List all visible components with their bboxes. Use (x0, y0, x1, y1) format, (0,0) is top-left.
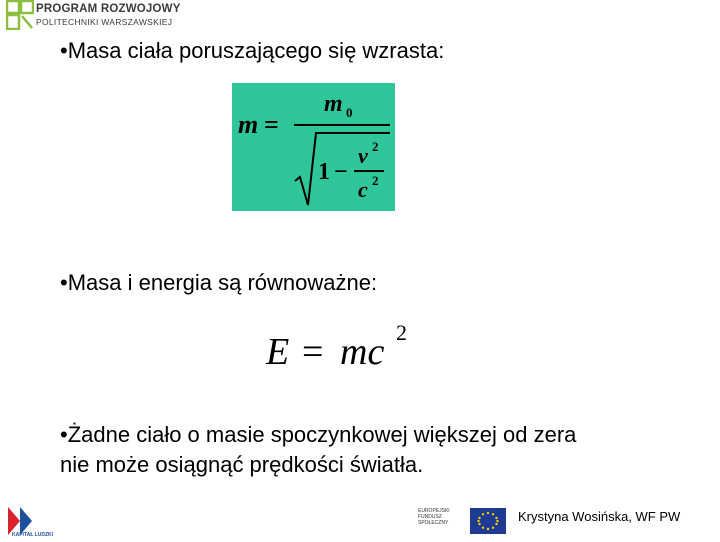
formula-eq: = (264, 110, 279, 139)
formula-svg (232, 83, 395, 211)
bullet-mass-energy: •Masa i energia są równoważne: (60, 270, 378, 295)
relativistic-mass-formula (232, 83, 395, 211)
formula-lhs: m (238, 110, 259, 139)
kapital-ludzki-icon (6, 505, 56, 537)
formula-v: v (358, 143, 368, 168)
formula2-mc: mc (340, 331, 385, 372)
bullet-mass-increases: •Masa ciała poruszającego się wzrasta: (60, 38, 445, 63)
formula2-svg (262, 316, 422, 372)
formula-minus: − (334, 159, 348, 185)
eu-flag-icon (470, 508, 506, 534)
fundusz-label: EUROPEJSKI FUNDUSZ SPOŁECZNY (418, 508, 450, 526)
kapital-ludzki-logo (6, 505, 56, 537)
mass-energy-formula (262, 316, 422, 372)
program-logo (6, 0, 226, 34)
formula-c: c (358, 177, 368, 202)
formula-c-sq: 2 (372, 173, 379, 188)
pr-logo-icon (6, 0, 34, 30)
author-credit: Krystyna Wosińska, WF PW (518, 509, 681, 524)
formula-one: 1 (318, 159, 330, 185)
formula-v-sq: 2 (372, 139, 379, 154)
bullet-speed-of-light: •Żadne ciało o masie spoczynkowej większej od zera nie może osiągnąć prędkości światła. (60, 422, 577, 477)
formula2-eq: = (302, 331, 324, 372)
formula2-sup: 2 (396, 320, 407, 345)
formula-numerator-sub: 0 (346, 105, 353, 120)
formula2-E: E (266, 331, 290, 372)
formula-numerator: m (324, 91, 343, 117)
logo-subtitle: POLITECHNIKI WARSZAWSKIEJ (36, 17, 173, 27)
logo-title: PROGRAM ROZWOJOWY (36, 3, 181, 15)
kapital-ludzki-text: KAPITAŁ LUDZKI (12, 532, 54, 537)
